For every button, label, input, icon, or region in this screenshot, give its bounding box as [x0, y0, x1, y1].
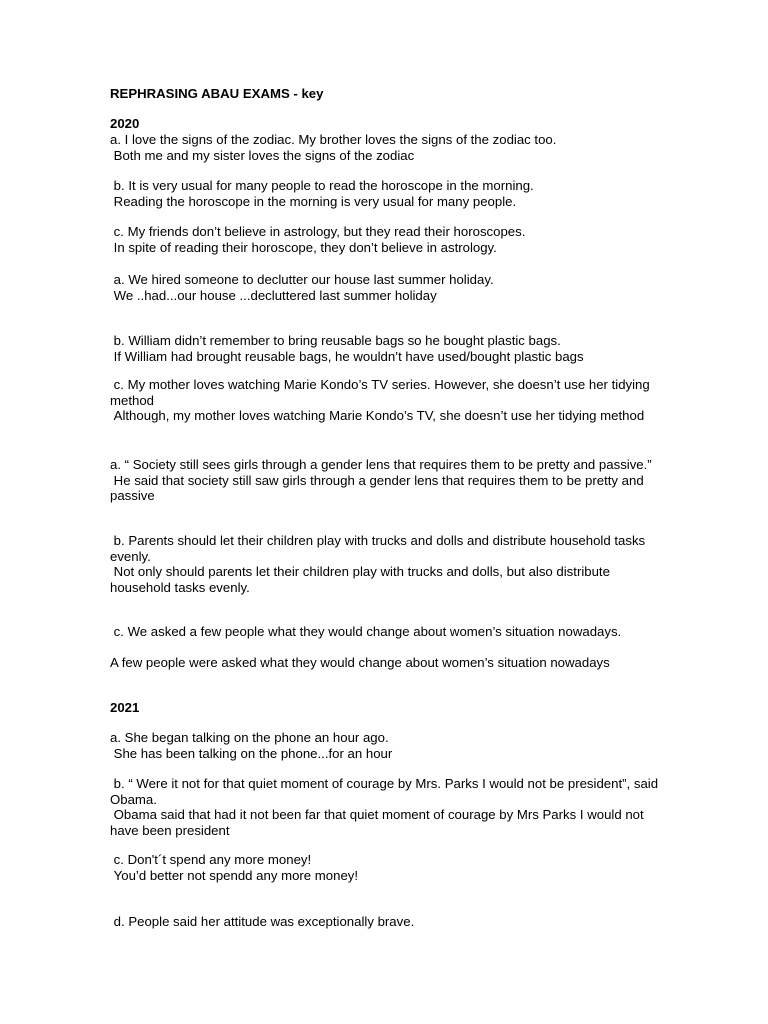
- answer-text: We ..had...our house ...decluttered last summer holiday: [110, 287, 437, 303]
- section-year-2020: 2020: [110, 116, 140, 131]
- question-text: a. “ Society still sees girls through a gender lens that requires them to be pretty and passive.”: [110, 457, 652, 472]
- exercise-item: [110, 132, 670, 163]
- answer-text: Obama said that had it not been far that quiet moment of courage by Mrs Parks I would not have been president: [110, 807, 648, 838]
- exercise-item: [110, 224, 670, 255]
- exercise-item: [110, 377, 670, 424]
- exercise-item: [110, 457, 670, 504]
- question-text: c. My friends don’t believe in astrology, but they read their horoscopes.: [110, 224, 526, 239]
- section-year-2021: 2021: [110, 700, 140, 715]
- question-text: c. We asked a few people what they would change about women’s situation nowadays.: [110, 624, 622, 639]
- question-text: b. William didn’t remember to bring reusable bags so he bought plastic bags.: [110, 333, 561, 348]
- answer-text: If William had brought reusable bags, he wouldn’t have used/bought plastic bags: [110, 348, 584, 364]
- answer-text: He said that society still saw girls through a gender lens that requires them to be pretty and passive: [110, 472, 648, 503]
- answer-text: Both me and my sister loves the signs of the zodiac: [110, 147, 415, 163]
- question-text: d. People said her attitude was exceptionally brave.: [110, 914, 415, 929]
- exercise-item: [110, 178, 670, 209]
- question-text: b. “ Were it not for that quiet moment of courage by Mrs. Parks I would not be president”, said Obama.: [110, 776, 662, 807]
- question-text: c. My mother loves watching Marie Kondo’s TV series. However, she doesn’t use her tidying method: [110, 377, 654, 408]
- question-text: b. It is very usual for many people to read the horoscope in the morning.: [110, 178, 534, 193]
- answer-text: A few people were asked what they would change about women’s situation nowadays: [110, 654, 610, 670]
- question-text: a. We hired someone to declutter our house last summer holiday.: [110, 272, 494, 287]
- exercise-item: [110, 624, 670, 670]
- exercise-item: [110, 730, 670, 761]
- question-text: a. She began talking on the phone an hour ago.: [110, 730, 389, 745]
- exercise-item: [110, 533, 670, 595]
- exercise-item: [110, 776, 670, 838]
- answer-text: In spite of reading their horoscope, they don’t believe in astrology.: [110, 239, 497, 255]
- document-title: REPHRASING ABAU EXAMS - key: [110, 86, 324, 101]
- exercise-item: [110, 272, 670, 303]
- exercise-item: [110, 852, 670, 883]
- answer-text: Reading the horoscope in the morning is very usual for many people.: [110, 193, 517, 209]
- exercise-item: [110, 333, 670, 364]
- question-text: c. Don't´t spend any more money!: [110, 852, 312, 867]
- answer-text: You’d better not spendd any more money!: [110, 867, 359, 883]
- answer-text: Not only should parents let their children play with trucks and dolls, but also distribute household tasks evenly.: [110, 564, 614, 595]
- answer-text: She has been talking on the phone...for an hour: [110, 745, 393, 761]
- question-text: b. Parents should let their children play with trucks and dolls and distribute household tasks evenly.: [110, 533, 649, 564]
- question-text: a. I love the signs of the zodiac. My brother loves the signs of the zodiac too.: [110, 132, 557, 147]
- exercise-item: [110, 914, 670, 930]
- answer-text: Although, my mother loves watching Marie Kondo’s TV, she doesn’t use her tidying method: [110, 408, 645, 423]
